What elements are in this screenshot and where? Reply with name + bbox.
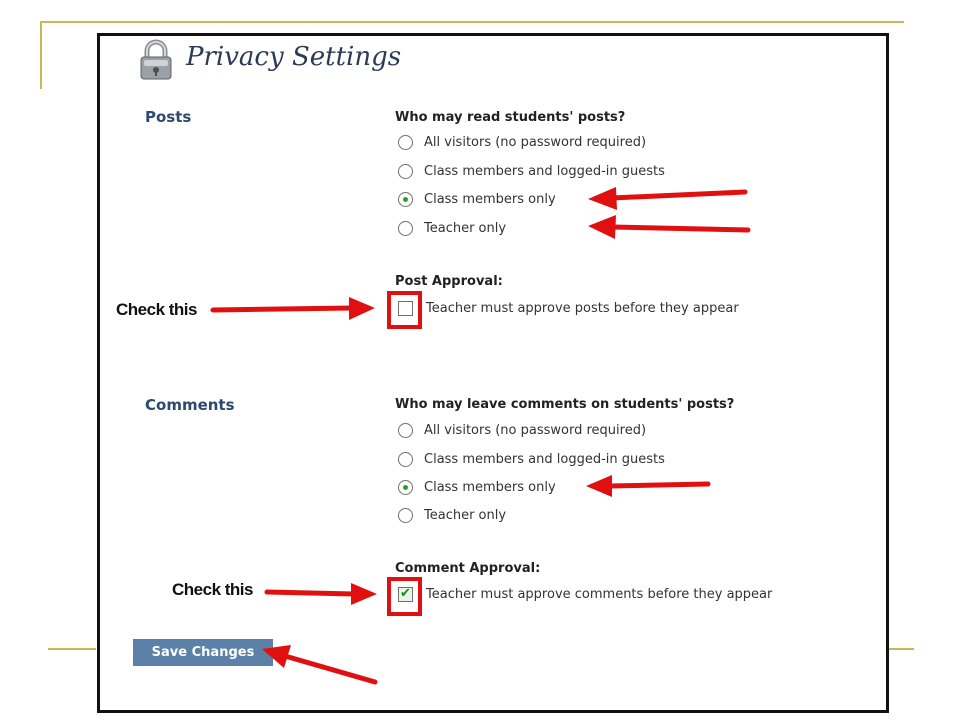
page-title: Privacy Settings bbox=[186, 42, 402, 72]
radio-button-selected[interactable] bbox=[398, 480, 413, 495]
comment-approval-checkbox-label: Teacher must approve comments before they appear bbox=[426, 586, 773, 602]
comments-option-class-members-only[interactable] bbox=[398, 477, 556, 497]
option-label: Teacher only bbox=[424, 507, 507, 523]
comments-option-teacher-only[interactable] bbox=[398, 505, 506, 525]
save-changes-button[interactable]: Save Changes bbox=[133, 639, 273, 666]
option-label: Class members only bbox=[424, 479, 556, 495]
post-approval-heading: Post Approval: bbox=[395, 274, 503, 289]
post-approval-row[interactable] bbox=[398, 298, 739, 318]
posts-option-class-members-only[interactable] bbox=[398, 189, 556, 209]
checkmark-icon: ✔ bbox=[400, 585, 411, 601]
annotation-check-this-posts: Check this bbox=[116, 300, 197, 319]
option-label: All visitors (no password required) bbox=[424, 134, 647, 150]
comment-approval-heading: Comment Approval: bbox=[395, 561, 541, 576]
post-approval-checkbox-label: Teacher must approve posts before they appear bbox=[426, 300, 739, 316]
comment-approval-row[interactable] bbox=[398, 584, 772, 604]
padlock-icon bbox=[136, 38, 176, 82]
radio-button[interactable] bbox=[398, 423, 413, 438]
radio-button[interactable] bbox=[398, 508, 413, 523]
comments-question: Who may leave comments on students' posts? bbox=[395, 397, 735, 412]
option-label: Teacher only bbox=[424, 220, 507, 236]
post-approval-highlight bbox=[387, 291, 422, 329]
privacy-settings-panel bbox=[97, 33, 889, 713]
radio-button[interactable] bbox=[398, 221, 413, 236]
radio-button[interactable] bbox=[398, 452, 413, 467]
comments-option-all-visitors[interactable] bbox=[398, 420, 646, 440]
section-label-comments: Comments bbox=[145, 396, 235, 414]
posts-option-members-and-guests[interactable] bbox=[398, 161, 665, 181]
option-label: Class members and logged-in guests bbox=[424, 451, 665, 467]
slide-top-rule bbox=[40, 21, 904, 23]
radio-button[interactable] bbox=[398, 135, 413, 150]
comment-approval-highlight bbox=[387, 577, 422, 616]
option-label: Class members and logged-in guests bbox=[424, 163, 665, 179]
option-label: Class members only bbox=[424, 191, 556, 207]
slide-left-rule bbox=[40, 21, 42, 89]
radio-button[interactable] bbox=[398, 164, 413, 179]
radio-button-selected[interactable] bbox=[398, 192, 413, 207]
posts-option-teacher-only[interactable] bbox=[398, 218, 506, 238]
annotation-check-this-comments: Check this bbox=[172, 580, 253, 599]
posts-read-question: Who may read students' posts? bbox=[395, 110, 626, 125]
slide-bottom-rule-right bbox=[888, 648, 914, 650]
option-label: All visitors (no password required) bbox=[424, 422, 647, 438]
slide-bottom-rule-left bbox=[48, 648, 96, 650]
posts-option-all-visitors[interactable] bbox=[398, 132, 646, 152]
section-label-posts: Posts bbox=[145, 108, 192, 126]
comments-option-members-and-guests[interactable] bbox=[398, 449, 665, 469]
